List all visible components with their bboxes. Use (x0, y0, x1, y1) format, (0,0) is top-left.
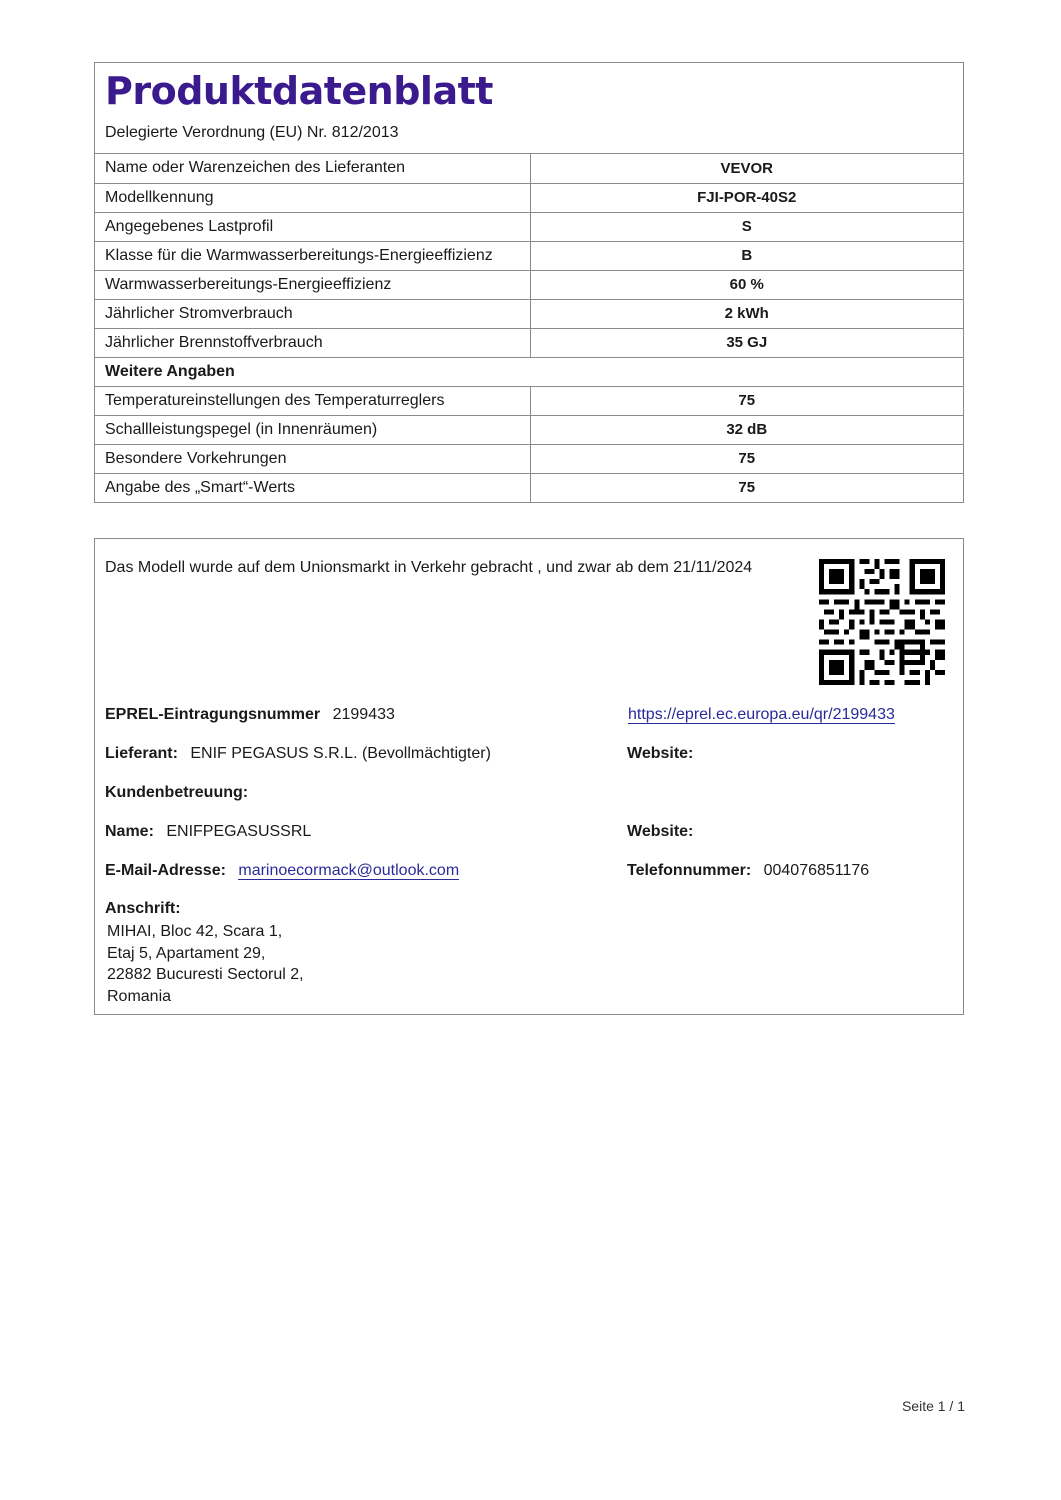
name-value: ENIFPEGASUSSRL (166, 823, 312, 840)
website-row-1 (627, 745, 693, 763)
section-row (95, 357, 963, 386)
row-value: 60 % (530, 270, 963, 299)
row-label: Angegebenes Lastprofil (95, 212, 530, 241)
table-row (95, 183, 963, 212)
row-label: Angabe des „Smart“-Werts (95, 473, 530, 502)
row-value: 75 (530, 444, 963, 473)
row-value: S (530, 212, 963, 241)
eprel-link-row (628, 706, 895, 724)
customer-service-row (105, 784, 248, 802)
row-value: FJI-POR-40S2 (530, 183, 963, 212)
eprel-value: 2199433 (332, 706, 395, 723)
row-label: Jährlicher Stromverbrauch (95, 299, 530, 328)
row-value: 32 dB (530, 415, 963, 444)
email-link[interactable]: marinoecormack@outlook.com (238, 862, 460, 879)
row-label: Schallleistungspegel (in Innenräumen) (95, 415, 530, 444)
table-row (95, 415, 963, 444)
supplier-value: ENIF PEGASUS S.R.L. (Bevollmächtigter) (190, 745, 491, 762)
sheet-header (95, 63, 963, 154)
table-row (95, 212, 963, 241)
website-row-2 (627, 823, 693, 841)
table-row (95, 386, 963, 415)
row-label: Temperatureinstellungen des Temperaturreglers (95, 386, 530, 415)
supplier-label: Lieferant: (105, 745, 178, 762)
row-label: Besondere Vorkehrungen (95, 444, 530, 473)
phone-value: 004076851176 (763, 862, 870, 879)
regulation-reference: Delegierte Verordnung (EU) Nr. 812/2013 (105, 124, 399, 141)
row-label: Modellkennung (95, 183, 530, 212)
qr-code-icon[interactable] (819, 559, 945, 685)
name-row (105, 823, 311, 841)
eprel-label: EPREL-Eintragungsnummer (105, 706, 321, 723)
row-value: VEVOR (720, 159, 773, 177)
row-value: B (530, 241, 963, 270)
phone-row (627, 862, 869, 880)
address-label-row (105, 900, 181, 918)
eprel-row (105, 706, 395, 724)
row-value: 75 (530, 473, 963, 502)
website-label: Website: (627, 823, 694, 840)
table-row (95, 241, 963, 270)
row-value: 75 (530, 386, 963, 415)
product-data-table (95, 154, 963, 502)
table-row (95, 444, 963, 473)
address-block (107, 921, 304, 1007)
address-line: MIHAI, Bloc 42, Scara 1, (107, 923, 283, 940)
table-row (95, 154, 963, 183)
row-value: 2 kWh (530, 299, 963, 328)
phone-label: Telefonnummer: (627, 862, 752, 879)
product-data-sheet (94, 62, 964, 503)
eprel-link[interactable]: https://eprel.ec.europa.eu/qr/2199433 (628, 706, 895, 723)
address-line: Etaj 5, Apartament 29, (107, 944, 266, 962)
row-label: Warmwasserbereitungs-Energieeffizienz (95, 270, 530, 299)
row-label: Name oder Warenzeichen des Lieferanten (95, 154, 530, 183)
address-line: 22882 Bucuresti Sectorul 2, (107, 966, 304, 983)
name-label: Name: (105, 823, 154, 840)
row-value: 35 GJ (530, 328, 963, 357)
row-label: Klasse für die Warmwasserbereitungs-Energieeffizienz (95, 241, 530, 270)
table-row (95, 473, 963, 502)
row-label: Jährlicher Brennstoffverbrauch (95, 328, 530, 357)
table-row (95, 299, 963, 328)
email-label: E-Mail-Adresse: (105, 862, 226, 879)
page-title: Produktdatenblatt (105, 69, 493, 113)
supplier-row (105, 745, 491, 763)
address-line: Romania (107, 987, 172, 1005)
market-date-text: Das Modell wurde auf dem Unionsmarkt in Verkehr gebracht , und zwar ab dem 21/11/2024 (105, 559, 753, 576)
supplier-info-box (94, 538, 964, 1015)
page-number: Seite 1 / 1 (901, 1398, 965, 1414)
email-row (105, 862, 459, 880)
address-label: Anschrift: (105, 900, 181, 917)
table-row (95, 328, 963, 357)
customer-service-label: Kundenbetreuung: (105, 784, 249, 801)
table-row (95, 270, 963, 299)
website-label: Website: (627, 745, 694, 762)
section-title: Weitere Angaben (95, 357, 963, 386)
